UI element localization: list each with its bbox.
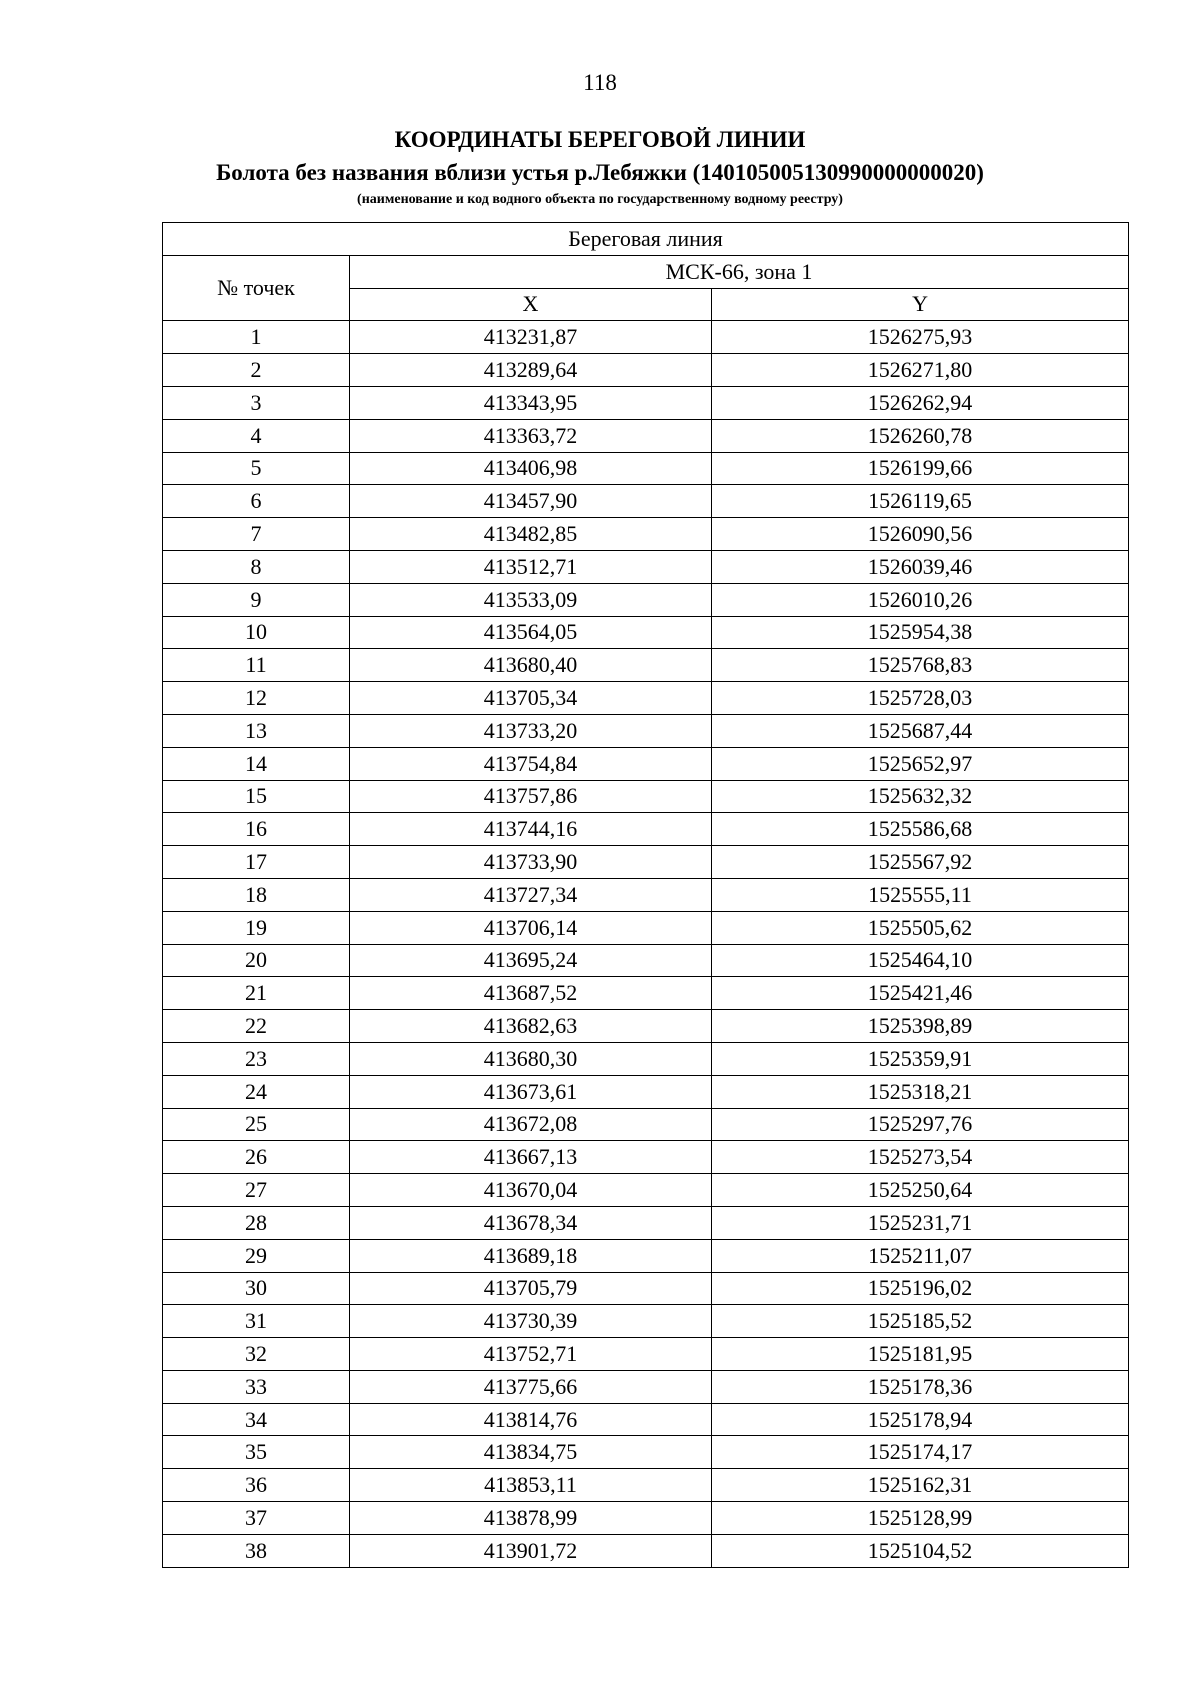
table-row <box>163 1174 1129 1207</box>
point-number-cell: 29 <box>163 1239 350 1272</box>
point-number-cell: 3 <box>163 386 350 419</box>
table-row <box>163 813 1129 846</box>
table-row <box>163 1370 1129 1403</box>
table-row <box>163 1108 1129 1141</box>
y-coordinate-cell: 1525104,52 <box>712 1534 1129 1567</box>
table-row <box>163 682 1129 715</box>
x-column-header: X <box>350 288 712 321</box>
table-row <box>163 1534 1129 1567</box>
y-coordinate-cell: 1526090,56 <box>712 518 1129 551</box>
point-number-cell: 10 <box>163 616 350 649</box>
point-number-cell: 12 <box>163 682 350 715</box>
table-row <box>163 354 1129 387</box>
y-coordinate-cell: 1525505,62 <box>712 911 1129 944</box>
y-coordinate-cell: 1526119,65 <box>712 485 1129 518</box>
y-coordinate-cell: 1525231,71 <box>712 1206 1129 1239</box>
point-number-cell: 18 <box>163 878 350 911</box>
y-coordinate-cell: 1525687,44 <box>712 714 1129 747</box>
point-number-cell: 22 <box>163 1010 350 1043</box>
document-title: КООРДИНАТЫ БЕРЕГОВОЙ ЛИНИИ <box>394 127 806 152</box>
y-coordinate-cell: 1525178,94 <box>712 1403 1129 1436</box>
water-body-caption: (наименование и код водного объекта по государственному водному реестру) <box>357 192 843 207</box>
y-coordinate-cell: 1526260,78 <box>712 419 1129 452</box>
x-coordinate-cell: 413667,13 <box>350 1141 712 1174</box>
x-coordinate-cell: 413689,18 <box>350 1239 712 1272</box>
table-row <box>163 1502 1129 1535</box>
y-coordinate-cell: 1525586,68 <box>712 813 1129 846</box>
x-coordinate-cell: 413730,39 <box>350 1305 712 1338</box>
point-number-cell: 37 <box>163 1502 350 1535</box>
y-column-header: Y <box>712 288 1129 321</box>
y-coordinate-cell: 1526275,93 <box>712 321 1129 354</box>
x-coordinate-cell: 413754,84 <box>350 747 712 780</box>
point-number-cell: 34 <box>163 1403 350 1436</box>
table-row <box>163 1141 1129 1174</box>
table-row <box>163 911 1129 944</box>
y-coordinate-cell: 1525196,02 <box>712 1272 1129 1305</box>
x-coordinate-cell: 413482,85 <box>350 518 712 551</box>
y-coordinate-cell: 1526010,26 <box>712 583 1129 616</box>
x-coordinate-cell: 413457,90 <box>350 485 712 518</box>
y-coordinate-cell: 1526262,94 <box>712 386 1129 419</box>
table-row <box>163 1436 1129 1469</box>
y-coordinate-cell: 1525464,10 <box>712 944 1129 977</box>
x-coordinate-cell: 413231,87 <box>350 321 712 354</box>
point-number-cell: 17 <box>163 846 350 879</box>
y-coordinate-cell: 1525178,36 <box>712 1370 1129 1403</box>
y-coordinate-cell: 1525421,46 <box>712 977 1129 1010</box>
point-number-cell: 4 <box>163 419 350 452</box>
point-number-cell: 24 <box>163 1075 350 1108</box>
x-coordinate-cell: 413733,20 <box>350 714 712 747</box>
point-number-cell: 20 <box>163 944 350 977</box>
point-number-cell: 15 <box>163 780 350 813</box>
x-coordinate-cell: 413901,72 <box>350 1534 712 1567</box>
x-coordinate-cell: 413680,30 <box>350 1042 712 1075</box>
x-coordinate-cell: 413680,40 <box>350 649 712 682</box>
table-row <box>163 583 1129 616</box>
x-coordinate-cell: 413733,90 <box>350 846 712 879</box>
table-row <box>163 649 1129 682</box>
table-row <box>163 321 1129 354</box>
x-coordinate-cell: 413363,72 <box>350 419 712 452</box>
x-coordinate-cell: 413744,16 <box>350 813 712 846</box>
point-number-cell: 6 <box>163 485 350 518</box>
table-row <box>163 1239 1129 1272</box>
table-row <box>163 1010 1129 1043</box>
y-coordinate-cell: 1525632,32 <box>712 780 1129 813</box>
point-number-cell: 30 <box>163 1272 350 1305</box>
x-coordinate-cell: 413673,61 <box>350 1075 712 1108</box>
table-row <box>163 386 1129 419</box>
point-number-cell: 16 <box>163 813 350 846</box>
x-coordinate-cell: 413706,14 <box>350 911 712 944</box>
y-coordinate-cell: 1525185,52 <box>712 1305 1129 1338</box>
x-coordinate-cell: 413814,76 <box>350 1403 712 1436</box>
point-number-cell: 35 <box>163 1436 350 1469</box>
point-number-cell: 13 <box>163 714 350 747</box>
point-number-cell: 2 <box>163 354 350 387</box>
table-row <box>163 1042 1129 1075</box>
coordinates-table <box>162 222 1129 1568</box>
water-body-name: Болота без названия вблизи устья р.Лебяжки (140105005130990000000020) <box>216 160 984 185</box>
point-number-cell: 28 <box>163 1206 350 1239</box>
y-coordinate-cell: 1525652,97 <box>712 747 1129 780</box>
table-row <box>163 485 1129 518</box>
coordinate-system-header: МСК-66, зона 1 <box>350 255 1129 288</box>
table-row <box>163 518 1129 551</box>
point-number-cell: 11 <box>163 649 350 682</box>
table-row <box>163 550 1129 583</box>
table-row <box>163 1403 1129 1436</box>
table-row <box>163 1338 1129 1371</box>
y-coordinate-cell: 1525174,17 <box>712 1436 1129 1469</box>
points-column-header: № точек <box>163 255 350 321</box>
x-coordinate-cell: 413687,52 <box>350 977 712 1010</box>
point-number-cell: 33 <box>163 1370 350 1403</box>
table-body <box>163 321 1129 1567</box>
table-row <box>163 846 1129 879</box>
y-coordinate-cell: 1525128,99 <box>712 1502 1129 1535</box>
table-row <box>163 419 1129 452</box>
y-coordinate-cell: 1525318,21 <box>712 1075 1129 1108</box>
y-coordinate-cell: 1525555,11 <box>712 878 1129 911</box>
y-coordinate-cell: 1525728,03 <box>712 682 1129 715</box>
table-row <box>163 944 1129 977</box>
table-row <box>163 878 1129 911</box>
x-coordinate-cell: 413775,66 <box>350 1370 712 1403</box>
x-coordinate-cell: 413757,86 <box>350 780 712 813</box>
point-number-cell: 9 <box>163 583 350 616</box>
point-number-cell: 19 <box>163 911 350 944</box>
point-number-cell: 38 <box>163 1534 350 1567</box>
table-row <box>163 1272 1129 1305</box>
point-number-cell: 1 <box>163 321 350 354</box>
table-row <box>163 452 1129 485</box>
x-coordinate-cell: 413695,24 <box>350 944 712 977</box>
x-coordinate-cell: 413853,11 <box>350 1469 712 1502</box>
point-number-cell: 36 <box>163 1469 350 1502</box>
y-coordinate-cell: 1525398,89 <box>712 1010 1129 1043</box>
x-coordinate-cell: 413670,04 <box>350 1174 712 1207</box>
table-row <box>163 616 1129 649</box>
table-row <box>163 1469 1129 1502</box>
y-coordinate-cell: 1525250,64 <box>712 1174 1129 1207</box>
x-coordinate-cell: 413878,99 <box>350 1502 712 1535</box>
x-coordinate-cell: 413752,71 <box>350 1338 712 1371</box>
x-coordinate-cell: 413343,95 <box>350 386 712 419</box>
x-coordinate-cell: 413406,98 <box>350 452 712 485</box>
x-coordinate-cell: 413678,34 <box>350 1206 712 1239</box>
section-header: Береговая линия <box>163 223 1129 256</box>
x-coordinate-cell: 413682,63 <box>350 1010 712 1043</box>
point-number-cell: 31 <box>163 1305 350 1338</box>
x-coordinate-cell: 413289,64 <box>350 354 712 387</box>
x-coordinate-cell: 413533,09 <box>350 583 712 616</box>
y-coordinate-cell: 1525297,76 <box>712 1108 1129 1141</box>
x-coordinate-cell: 413834,75 <box>350 1436 712 1469</box>
page-number: 118 <box>583 70 617 95</box>
y-coordinate-cell: 1525162,31 <box>712 1469 1129 1502</box>
point-number-cell: 32 <box>163 1338 350 1371</box>
point-number-cell: 23 <box>163 1042 350 1075</box>
x-coordinate-cell: 413512,71 <box>350 550 712 583</box>
y-coordinate-cell: 1525768,83 <box>712 649 1129 682</box>
point-number-cell: 14 <box>163 747 350 780</box>
point-number-cell: 26 <box>163 1141 350 1174</box>
table-row <box>163 780 1129 813</box>
y-coordinate-cell: 1525567,92 <box>712 846 1129 879</box>
table-row <box>163 1206 1129 1239</box>
y-coordinate-cell: 1526039,46 <box>712 550 1129 583</box>
point-number-cell: 7 <box>163 518 350 551</box>
point-number-cell: 25 <box>163 1108 350 1141</box>
table-row <box>163 714 1129 747</box>
x-coordinate-cell: 413705,34 <box>350 682 712 715</box>
y-coordinate-cell: 1526199,66 <box>712 452 1129 485</box>
table-row <box>163 747 1129 780</box>
x-coordinate-cell: 413672,08 <box>350 1108 712 1141</box>
table-row <box>163 977 1129 1010</box>
x-coordinate-cell: 413564,05 <box>350 616 712 649</box>
point-number-cell: 8 <box>163 550 350 583</box>
y-coordinate-cell: 1526271,80 <box>712 354 1129 387</box>
table-row <box>163 1075 1129 1108</box>
y-coordinate-cell: 1525954,38 <box>712 616 1129 649</box>
x-coordinate-cell: 413705,79 <box>350 1272 712 1305</box>
point-number-cell: 27 <box>163 1174 350 1207</box>
point-number-cell: 5 <box>163 452 350 485</box>
y-coordinate-cell: 1525359,91 <box>712 1042 1129 1075</box>
point-number-cell: 21 <box>163 977 350 1010</box>
table-row <box>163 1305 1129 1338</box>
y-coordinate-cell: 1525181,95 <box>712 1338 1129 1371</box>
y-coordinate-cell: 1525273,54 <box>712 1141 1129 1174</box>
y-coordinate-cell: 1525211,07 <box>712 1239 1129 1272</box>
x-coordinate-cell: 413727,34 <box>350 878 712 911</box>
